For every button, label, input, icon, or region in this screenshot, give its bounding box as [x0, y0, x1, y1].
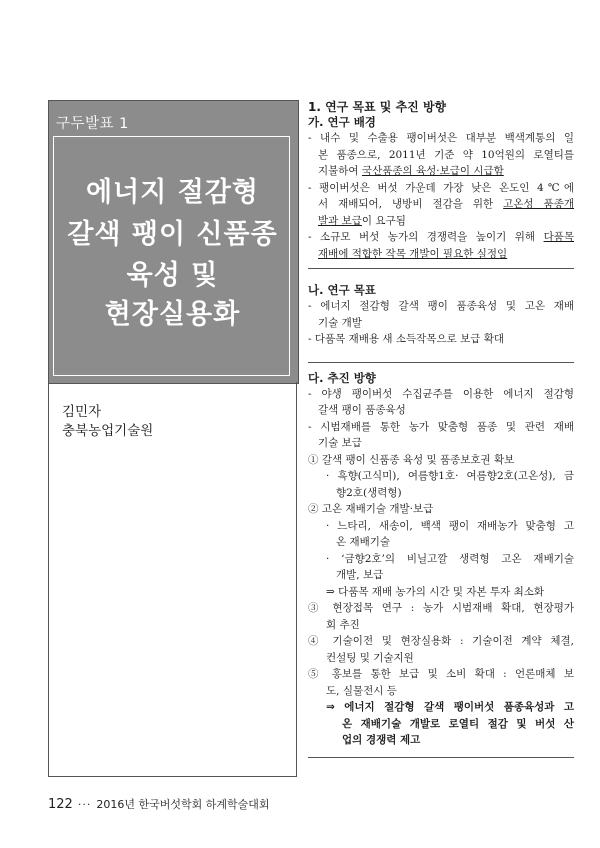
- underlined-text: 다품목: [543, 231, 574, 243]
- text-line: - 다품목 재배용 새 소득작목으로 보급 확대: [308, 333, 505, 345]
- underlined-text: 발과 보급: [318, 214, 362, 227]
- author-org: 충북농업기술원: [62, 423, 154, 439]
- text-fragment: 지불하여: [318, 165, 362, 177]
- text-line: - 팽이버섯은 버섯 가운데 가장 낮은 온도인 4℃에: [308, 181, 574, 194]
- conclusion-line: ⇒ 에너지 절감형 갈색 팽이버섯 품종육성과 고: [326, 701, 574, 713]
- text-line: ① 갈색 팽이 신품종 육성 및 품종보호권 확보: [308, 453, 515, 466]
- text-line: 향2호(생력형): [336, 486, 402, 499]
- underlined-text: 국산품종의 육성·보급이 시급함: [361, 165, 504, 177]
- content-column: [308, 100, 574, 758]
- page-footer: [48, 796, 269, 812]
- title-line-4: 현장실용화: [104, 299, 241, 330]
- text-line: ② 고온 재배기술 개발·보급: [308, 503, 434, 515]
- text-line: [308, 246, 574, 263]
- subheading-goals: 나. 연구 목표: [308, 283, 376, 297]
- text-line: - 내수 및 수출용 팽이버섯은 대부분 백색계통의 일: [308, 132, 574, 144]
- text-fragment: 이 요구됨: [361, 214, 406, 227]
- text-line: 개발, 보급: [336, 569, 384, 581]
- text-line: - 야생 팽이버섯 수집균주를 이용한 에너지 절감형: [308, 387, 574, 400]
- section-direction: [308, 363, 574, 758]
- text-fragment: - 소규모 버섯 농가의 경쟁력을 높이기 위해: [308, 231, 544, 243]
- page-number: 122: [48, 797, 73, 812]
- text-line: 도, 실물전시 등: [326, 684, 397, 697]
- text-line: ⇒ 다품목 재배 농가의 시간 및 자본 투자 최소화: [326, 585, 545, 598]
- text-line: 갈색 팽이 품종육성: [318, 404, 406, 416]
- session-label: 구두발표 1: [56, 116, 129, 132]
- text-line: ③ 현장접목 연구 : 농가 시범재배 확대, 현장평가: [308, 602, 574, 614]
- conclusion-line: 온 재배기술 개발로 로열티 절감 및 버섯 산: [342, 717, 574, 730]
- text-line: - 시범재배를 통한 농가 맞춤형 품종 및 관련 재배: [308, 420, 574, 433]
- conclusion-line: 업의 경쟁력 제고: [342, 734, 421, 746]
- underlined-text: 고온성 품종개: [503, 198, 574, 210]
- text-line: · 흑향(고식미), 여름향1호· 여름향2호(고온성), 금: [326, 470, 574, 482]
- text-line: ⑤ 홍보를 통한 보급 및 소비 확대 : 언론매체 보: [308, 668, 574, 680]
- conference-name: 2016년 한국버섯학회 하계학술대회: [96, 798, 270, 811]
- text-line: [308, 196, 574, 213]
- text-line: · ‘금향2호’의 비닐고깔 생력형 고온 재배기술: [326, 552, 574, 565]
- subheading-direction: 다. 추진 방향: [308, 370, 376, 385]
- title-line-1: 에너지 절감형: [86, 177, 259, 208]
- title-line-3: 육성 및: [126, 260, 219, 291]
- text-line: 컨설팅 및 기술지원: [326, 651, 414, 664]
- text-line: 기술 보급: [318, 437, 362, 449]
- text-line: 기술 개발: [318, 316, 362, 329]
- section-heading: 1. 연구 목표 및 추진 방향: [308, 100, 447, 114]
- text-line: [308, 229, 574, 246]
- subheading-background: 가. 연구 배경: [308, 115, 376, 129]
- text-line: 회 추진: [326, 618, 360, 631]
- text-line: [308, 163, 574, 180]
- footer-dots: ···: [77, 798, 92, 811]
- underlined-text: 작목 개발이 필요한 실정임: [385, 247, 508, 260]
- text-line: ④ 기술이전 및 현장실용화 : 기술이전 계약 체결,: [308, 635, 574, 647]
- text-line: 온 재배기술: [336, 536, 391, 548]
- section-background: [308, 100, 574, 269]
- text-fragment: 서 재배되어, 냉방비 절감을 위한: [318, 198, 504, 210]
- author-name: 김민자: [62, 404, 102, 420]
- text-line: · 느타리, 새송이, 백색 팽이 재배농가 맞춤형 고: [326, 519, 574, 532]
- text-line: [308, 213, 574, 230]
- text-line: 본 품종으로, 2011년 기준 약 10억원의 로열티를: [318, 148, 574, 161]
- underlined-text: 재배에 적합한: [318, 247, 386, 260]
- text-line: - 에너지 절감형 갈색 팽이 품종육성 및 고온 재배: [308, 300, 574, 312]
- author-box: [48, 382, 297, 777]
- title-line-2: 갈색 팽이 신품종: [67, 219, 278, 250]
- section-goals: [308, 269, 574, 363]
